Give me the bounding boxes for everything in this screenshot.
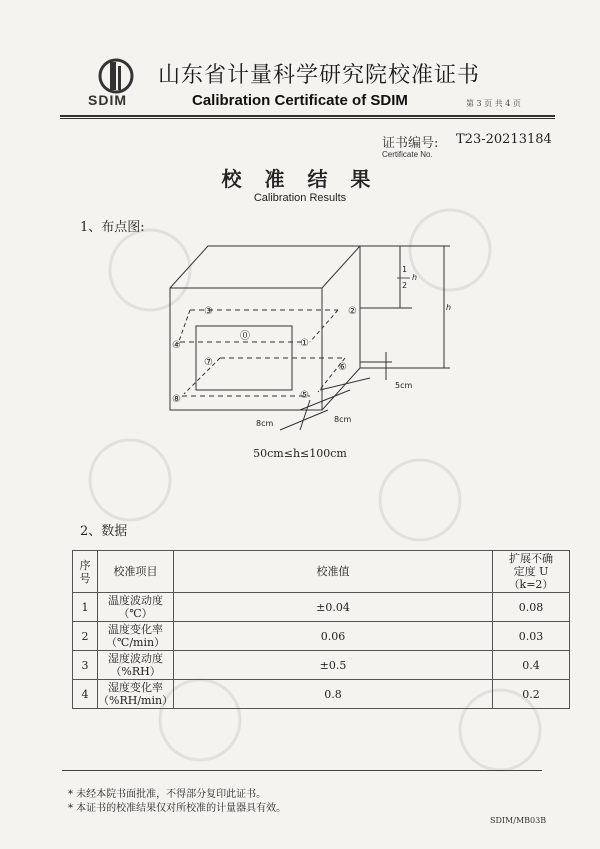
row-seq: 1	[73, 593, 98, 622]
table-row	[73, 680, 570, 709]
row-item: 湿度变化率 （%RH/min）	[98, 681, 174, 707]
certificate-label-en: Certificate No.	[382, 150, 433, 159]
row-uncertainty: 0.4	[493, 651, 570, 680]
row-item: 温度变化率 （℃/min）	[98, 622, 174, 651]
certificate-number: T23-20213184	[456, 132, 552, 147]
header-rule-thin	[60, 118, 555, 119]
row-uncertainty: 0.03	[493, 622, 570, 651]
point-1-label: ①	[300, 338, 309, 349]
point-2-label: ②	[348, 306, 357, 317]
point-6-label: ⑥	[338, 362, 347, 373]
table-header-row	[73, 551, 570, 593]
row-uncertainty: 0.08	[493, 593, 570, 622]
point-3-label: ③	[204, 306, 213, 317]
table-row	[73, 651, 570, 680]
row-value: ±0.04	[174, 593, 493, 622]
row-uncertainty: 0.2	[493, 680, 570, 709]
results-table	[72, 550, 570, 709]
footer-rule	[62, 770, 542, 771]
dist-8cm-label-b: 8cm	[334, 415, 352, 424]
footer-note-1: * 未经本院书面批准，不得部分复印此证书。	[68, 789, 267, 800]
row-seq: 4	[73, 680, 98, 709]
section1-heading: 1、布点图:	[80, 220, 145, 235]
layout-diagram	[160, 240, 460, 440]
point-4-label: ④	[172, 340, 181, 351]
point-7-label: ⑦	[204, 357, 213, 368]
row-item: 温度波动度 （℃）	[98, 593, 174, 622]
institute-title: 山东省计量科学研究院校准证书	[158, 63, 481, 88]
header-uncertainty: 扩展不确 定度 U （k=2）	[493, 551, 570, 593]
row-item: 湿度波动度 （%RH）	[98, 651, 174, 680]
row-value: ±0.5	[174, 651, 493, 680]
row-seq: 3	[73, 651, 98, 680]
section2-heading: 2、数据	[80, 524, 128, 539]
page-info: 第 3 页 共 4 页	[466, 99, 521, 108]
header-rule	[60, 115, 555, 117]
dist-8cm-label-a: 8cm	[256, 419, 274, 428]
results-title-en: Calibration Results	[253, 192, 347, 204]
row-seq: 2	[73, 622, 98, 651]
logo-text: SDIM	[88, 92, 127, 108]
h-label: h	[446, 303, 452, 312]
certificate-title-en: Calibration Certificate of SDIM	[192, 92, 408, 109]
half-h-label: h	[412, 273, 418, 282]
point-8-label: ⑧	[172, 394, 181, 405]
header-value: 校准值	[174, 551, 493, 593]
height-range: 50cm≤h≤100cm	[253, 447, 347, 460]
half-denominator: 2	[402, 281, 408, 290]
point-5-label: ⑤	[300, 390, 309, 401]
row-value: 0.8	[174, 680, 493, 709]
point-0-label: ⓪	[240, 331, 250, 342]
dist-5cm-label: 5cm	[395, 381, 413, 390]
half-numerator: 1	[402, 265, 408, 274]
header-seq: 序 号	[73, 551, 98, 593]
row-value: 0.06	[174, 622, 493, 651]
table-row	[73, 593, 570, 622]
form-code: SDIM/MB03B	[490, 816, 547, 825]
table-row	[73, 622, 570, 651]
header-item: 校准项目	[98, 551, 174, 593]
results-title: 校 准 结 果	[221, 167, 379, 191]
certificate-label: 证书编号:	[382, 136, 439, 151]
footer-note-2: * 本证书的校准结果仅对所校准的计量器具有效。	[68, 803, 287, 814]
